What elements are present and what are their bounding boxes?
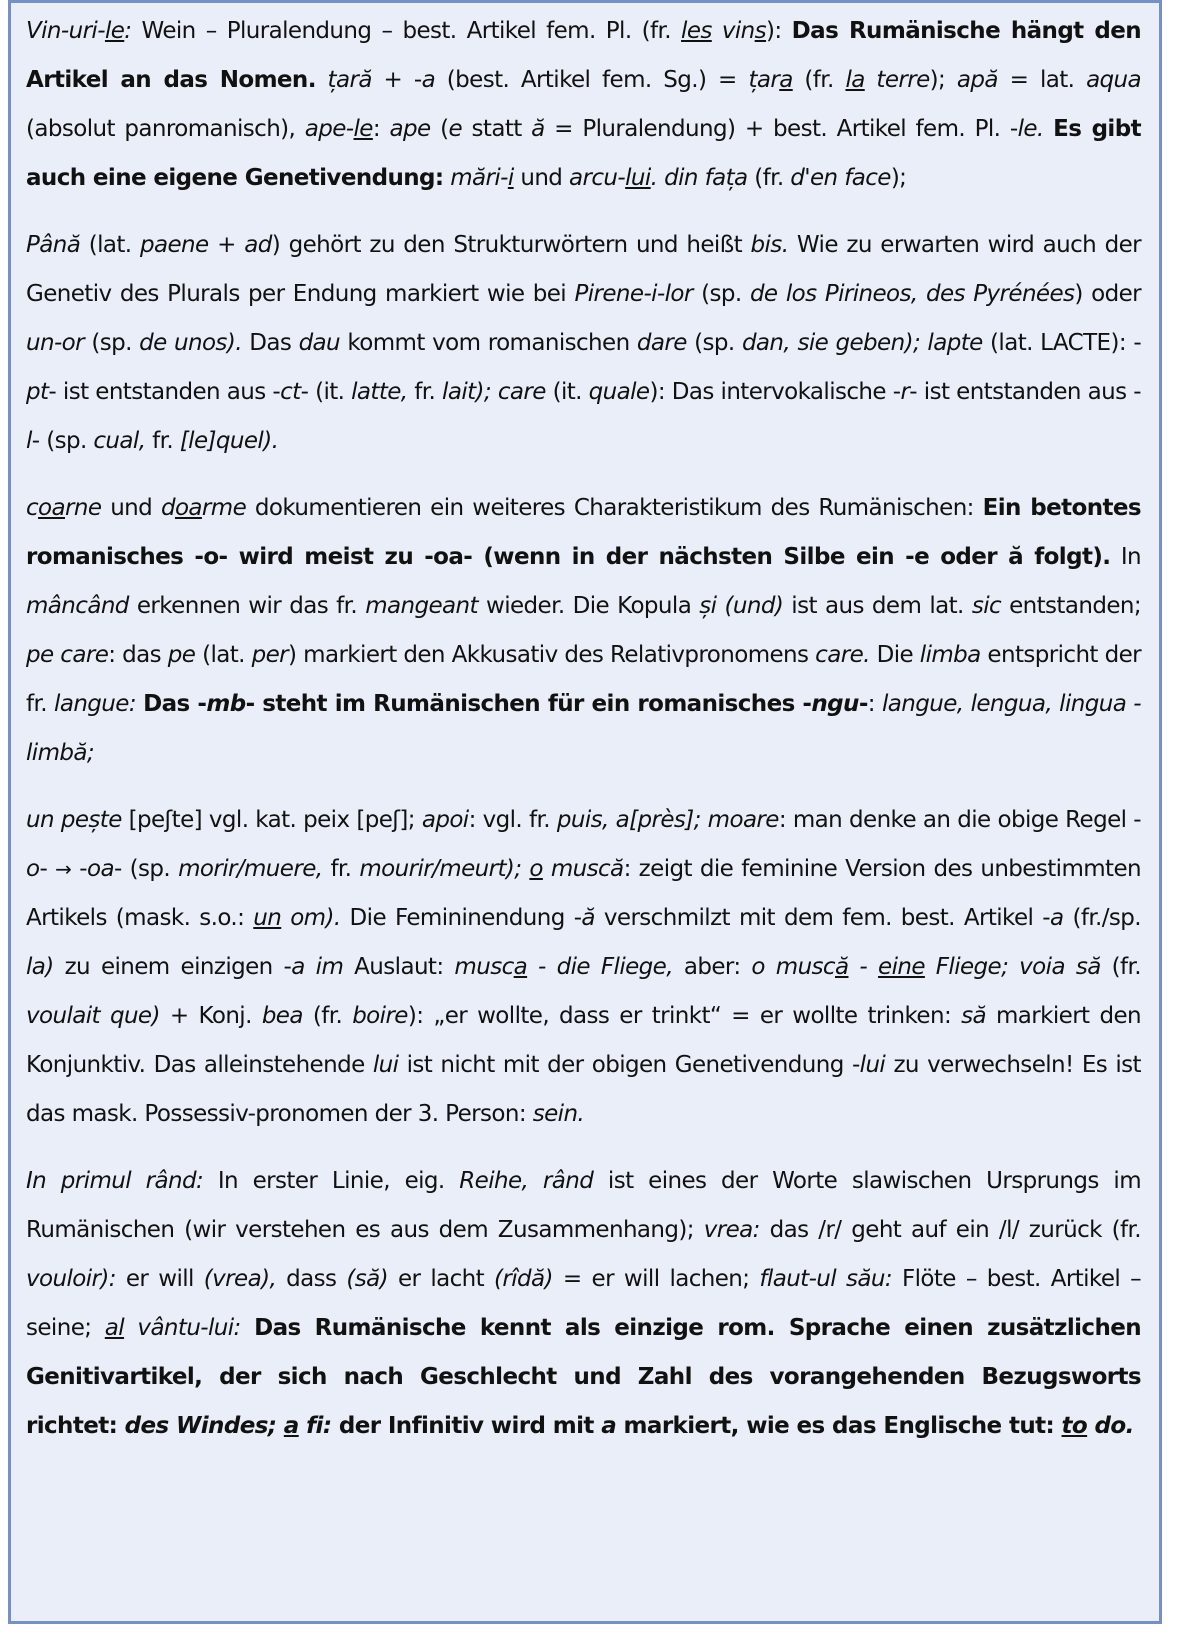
text-run: vouloir): (26, 1266, 116, 1292)
text-run: und (513, 165, 570, 191)
text-run: und (101, 495, 161, 521)
text-run: : (372, 116, 390, 142)
text-run: rne (65, 495, 102, 521)
text-run: ); (929, 67, 957, 93)
text-run: to (1061, 1413, 1088, 1439)
text-run: des Windes; (124, 1413, 284, 1439)
text-run: dokumentieren ein weiteres Charakteristikum des Rumänischen: (246, 495, 983, 521)
text-run: Das - (143, 691, 207, 717)
text-run: - die Fliege, (527, 954, 673, 980)
text-run: r (900, 379, 910, 405)
text-run: mangeant (365, 593, 478, 619)
text-run (316, 67, 328, 93)
text-run: ): „er wollte, dass er trinkt“ = er wollte trinken: (407, 1003, 962, 1029)
text-run: ) gehört zu den Strukturwörtern und heißt (271, 232, 751, 258)
text-run: (fr./sp. (1063, 905, 1142, 931)
text-run: Reihe, rând (459, 1168, 594, 1194)
text-run: dan, sie geben); lapte (741, 330, 983, 356)
text-run: fr. (145, 428, 180, 454)
text-run: der Infinitiv wird mit (331, 1413, 602, 1439)
text-run: Das Rumänische kennt als einzige rom. Sprache einen zusätzlichen Genitivartikel, der sich nach Geschlecht und Zahl des vorangehenden Bezugsworts richtet: (26, 1315, 1141, 1439)
text-run: markiert den Konjunktiv. Das alleinstehende (26, 1003, 1141, 1078)
text-run: quale (588, 379, 650, 405)
text-run: morir/muere, (178, 856, 323, 882)
text-run: Fliege; voia să (924, 954, 1101, 980)
text-run: Auslaut: (343, 954, 455, 980)
text-run: zu verwechseln! Es ist das mask. Possessiv-pronomen der 3. Person: (26, 1052, 1141, 1127)
text-run: + (208, 232, 245, 258)
text-run: Das (241, 330, 299, 356)
text-run: (fr. (302, 1003, 353, 1029)
text-run: pe (167, 642, 196, 668)
text-run: lait); care (442, 379, 546, 405)
text-run: a (1049, 905, 1064, 931)
text-run: zu einem einzigen - (53, 954, 292, 980)
text-run: cual, (93, 428, 146, 454)
paragraph-un-peste (26, 796, 1141, 1139)
text-run: ): (766, 18, 792, 44)
text-run: (sp. (686, 330, 742, 356)
text-run: sein. (532, 1101, 585, 1127)
text-run: mări- (450, 165, 508, 191)
text-run: : das (108, 642, 168, 668)
text-run: aber: (672, 954, 752, 980)
text-run: la) (26, 954, 54, 980)
text-run: Vin-uri- (26, 18, 105, 44)
text-run: să (961, 1003, 986, 1029)
text-run: o (26, 856, 40, 882)
text-run: lui (625, 165, 651, 191)
text-run: i (507, 165, 514, 191)
text-run: ape (389, 116, 431, 142)
text-run: das /r/ geht auf ein /l/ zurück (fr. (759, 1217, 1141, 1243)
text-run: - (39, 856, 56, 882)
text-run: : man denke an die obige Regel - (778, 807, 1141, 833)
text-run: ngu (811, 691, 859, 717)
text-run: langue: (54, 691, 136, 717)
text-run: - (it. (300, 379, 352, 405)
text-run: [peʃte] vgl. kat. peix [peʃ]; (121, 807, 422, 833)
text-run: Es gibt auch eine eigene Genetivendung: (26, 116, 1141, 191)
text-run: (best. Artikel fem. Sg.) = (435, 67, 749, 93)
text-run: (vrea), (203, 1266, 277, 1292)
text-run: ) oder (1074, 281, 1142, 307)
text-run: sic (971, 593, 1002, 619)
text-run: erkennen wir das fr. (128, 593, 366, 619)
text-run: langue, lengua, lingua - limbă; (26, 691, 1141, 766)
text-run: fr. (407, 379, 443, 405)
text-run: musc (454, 954, 514, 980)
text-run: kommt vom romanischen (340, 330, 637, 356)
text-run: (lat. (80, 232, 141, 258)
text-run: - (858, 691, 868, 717)
text-run: limba (919, 642, 981, 668)
text-run: le (104, 18, 125, 44)
text-run: (sp. (83, 330, 140, 356)
text-run: (să) (346, 1266, 388, 1292)
text-run: do. (1087, 1413, 1134, 1439)
text-run: om). (281, 905, 341, 931)
text-run: Ein betontes romanisches -o- wird meist zu -oa- (wenn in der nächsten Silbe ein -e oder ă folgt). (26, 495, 1141, 570)
paragraph-coarne (26, 484, 1141, 778)
text-run: : (124, 18, 132, 44)
text-run: - (71, 856, 87, 882)
text-run: fr. (322, 856, 360, 882)
text-run: apoi (421, 807, 469, 833)
text-run: voulait que) (26, 1003, 160, 1029)
text-run: Das Rumänische hängt den Artikel an das Nomen. (26, 18, 1141, 93)
text-run: rme (201, 495, 247, 521)
text-run: le. (1017, 116, 1044, 142)
text-run: + Konj. (159, 1003, 262, 1029)
text-run: mourir/meurt); (359, 856, 530, 882)
text-run: țară (327, 67, 372, 93)
text-run: d (160, 495, 175, 521)
text-run: lui (859, 1052, 886, 1078)
text-run: al (104, 1315, 125, 1341)
text-run: l (26, 428, 32, 454)
text-run: fi: (298, 1413, 332, 1439)
text-run: o musc (751, 954, 835, 980)
text-run: : (867, 691, 882, 717)
text-run: (lat. LACTE): - (982, 330, 1142, 356)
text-run: latte, (351, 379, 408, 405)
text-run: Flöte – best. Artikel – seine; (26, 1266, 1142, 1341)
text-run: - steht im Rumänischen für ein romanisches - (245, 691, 812, 717)
text-run: muscă (542, 856, 624, 882)
text-run: Wie zu erwarten wird auch der Genetiv des Plurals per Endung markiert wie bei (26, 232, 1142, 307)
text-run: ist eines der Worte slawischen Ursprungs im Rumänischen (wir verstehen es aus dem Zusammenhang); (26, 1168, 1142, 1243)
text-run: er lacht (387, 1266, 495, 1292)
text-run: wieder. Die Kopula (477, 593, 700, 619)
text-run: vin (711, 18, 755, 44)
text-run: ); (890, 165, 907, 191)
text-run: ă (581, 905, 595, 931)
text-run: mb (206, 691, 246, 717)
text-run: mâncând (26, 593, 129, 619)
text-run: o (529, 856, 543, 882)
text-run: vântu-lui: (124, 1315, 241, 1341)
text-run: ă (531, 116, 545, 142)
text-run: d'en face (790, 165, 891, 191)
text-run: : zeigt die feminine Version des unbestimmten Artikels (mask. s.o.: (26, 856, 1141, 931)
text-run: [le]quel). (179, 428, 279, 454)
text-run: boire (352, 1003, 408, 1029)
text-run: - (sp. (113, 856, 179, 882)
text-run: In (1110, 544, 1141, 570)
text-run: ): Das intervokalische - (649, 379, 901, 405)
text-run: (absolut panromanisch), (26, 116, 305, 142)
text-run: apă (956, 67, 998, 93)
text-run: oa (87, 856, 114, 882)
text-run: a (601, 1413, 617, 1439)
text-run: oa (38, 495, 66, 521)
text-run: lui (372, 1052, 399, 1078)
text-run: arcu- (569, 165, 626, 191)
text-run: ist aus dem lat. (783, 593, 972, 619)
text-run: c (26, 495, 39, 521)
text-run: les (681, 18, 712, 44)
text-run: ct (280, 379, 301, 405)
text-run: verschmilzt mit dem fem. best. Artikel - (594, 905, 1050, 931)
text-run: er will (115, 1266, 204, 1292)
text-run: a im (291, 954, 344, 980)
text-run: țar (748, 67, 780, 93)
text-run: bis. (750, 232, 789, 258)
text-run: și (und) (699, 593, 784, 619)
text-run: In primul rând: (26, 1168, 204, 1194)
text-run: aqua (1086, 67, 1142, 93)
text-run: la (845, 67, 865, 93)
text-run: un pește (26, 807, 122, 833)
text-run: dare (636, 330, 687, 356)
paragraph-pana (26, 221, 1141, 466)
text-run: flaut-ul său: (759, 1266, 893, 1292)
text-run: - ist entstanden aus - (909, 379, 1141, 405)
text-run: - (848, 954, 879, 980)
text-run: puis, a[près]; moare (556, 807, 779, 833)
text-run: a (283, 1413, 299, 1439)
text-run: entspricht der fr. (26, 642, 1142, 717)
text-run: = Pluralendung) + best. Artikel fem. Pl. - (544, 116, 1018, 142)
text-run: eine (878, 954, 925, 980)
text-run: pt (26, 379, 49, 405)
text-run: a (513, 954, 528, 980)
text-run: ad (244, 232, 272, 258)
text-run: dass (276, 1266, 347, 1292)
text-run: (sp. (692, 281, 750, 307)
text-run: oa (174, 495, 202, 521)
text-run: Wein – Pluralendung – best. Artikel fem. Pl. (fr. (131, 18, 682, 44)
text-run: e (448, 116, 463, 142)
text-run: ) markiert den Akkusativ des Relativpronomens (288, 642, 816, 668)
text-run: Până (26, 232, 81, 258)
text-run: statt (462, 116, 532, 142)
text-run: un (253, 905, 282, 931)
text-run: Die (869, 642, 920, 668)
text-box (8, 0, 1162, 1624)
text-run: s (754, 18, 767, 44)
text-run: Die Femininendung - (340, 905, 582, 931)
text-run: (fr. (792, 67, 846, 93)
text-run: (lat. (195, 642, 252, 668)
arrow-icon: → (55, 857, 72, 881)
text-run: - ist entstanden aus - (48, 379, 281, 405)
text-run: (it. (545, 379, 589, 405)
text-run: (fr. (747, 165, 791, 191)
text-run: entstanden; (1001, 593, 1141, 619)
text-run: - (sp. (31, 428, 94, 454)
text-run (1044, 116, 1054, 142)
text-run: vrea: (703, 1217, 760, 1243)
text-run: paene (140, 232, 209, 258)
text-run: (rîdă) (494, 1266, 553, 1292)
text-run: un-or (26, 330, 84, 356)
text-run: a (779, 67, 793, 93)
text-run: de unos). (139, 330, 242, 356)
text-run: ă (834, 954, 849, 980)
text-run: = er will lachen; (552, 1266, 760, 1292)
text-run: de los Pirineos, des Pyrénées (749, 281, 1075, 307)
text-run: per (251, 642, 289, 668)
text-run: terre (864, 67, 930, 93)
text-run: : vgl. fr. (468, 807, 557, 833)
text-run: dau (298, 330, 341, 356)
text-run: care. (815, 642, 870, 668)
text-run: (fr. (1100, 954, 1141, 980)
text-run: ape- (304, 116, 354, 142)
paragraph-in-primul-rand (26, 1157, 1141, 1451)
text-run: . (650, 165, 658, 191)
text-run: ist nicht mit der obigen Genetivendung - (398, 1052, 860, 1078)
text-run: ( (430, 116, 449, 142)
text-run (241, 1315, 254, 1341)
text-run: pe care (26, 642, 109, 668)
text-run: = lat. (997, 67, 1087, 93)
text-run: Pirene-i-lor (574, 281, 693, 307)
paragraph-vinurile (26, 7, 1141, 203)
text-run: bea (261, 1003, 303, 1029)
text-run: + - (371, 67, 422, 93)
text-run: din fața (664, 165, 748, 191)
text-run: In erster Linie, eig. (203, 1168, 460, 1194)
text-run: markiert, wie es das Englische tut: (616, 1413, 1062, 1439)
text-run: a (421, 67, 436, 93)
text-run: le (353, 116, 373, 142)
